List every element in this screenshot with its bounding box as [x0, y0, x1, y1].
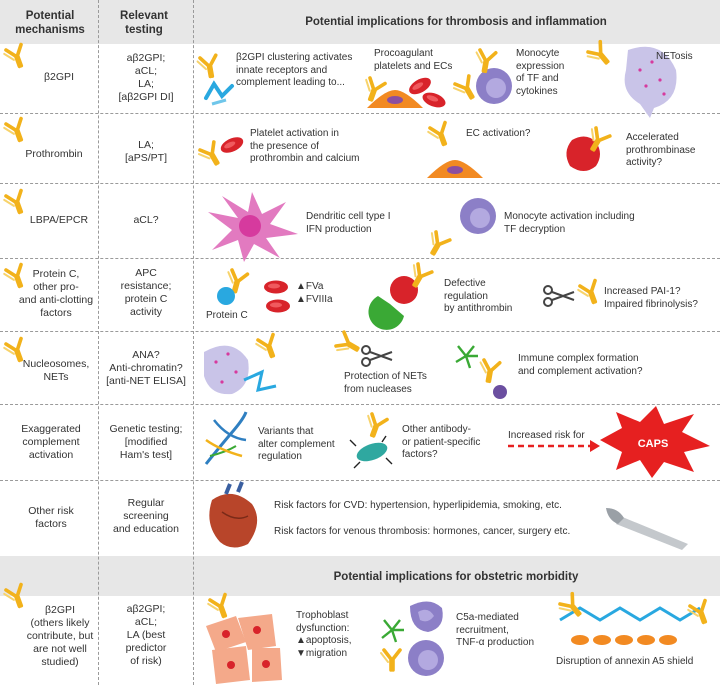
monocyte-icon [408, 640, 444, 676]
monocyte-icon [460, 198, 496, 234]
label-monocyte-tf: Monocyte expression of TF and cytokines [516, 48, 565, 97]
label-ec-activation: EC activation? [466, 128, 531, 139]
header-obstetric: Potential implications for obstetric morbidity [333, 571, 579, 583]
antibody-icon [362, 413, 387, 438]
antibody-icon [3, 45, 28, 70]
antibody-icon [3, 339, 28, 364]
heart-icon [209, 482, 257, 548]
testing-protein-c: APC resistance; protein C activity [120, 267, 172, 318]
label-procoagulant: Procoagulant platelets and ECs [374, 48, 453, 72]
label-dendritic-ifn: Dendritic cell type I IFN production [306, 211, 391, 235]
scissors-icon [544, 286, 574, 306]
antibody-icon [577, 281, 602, 306]
label-monocyte-activation: Monocyte activation including TF decryption [504, 211, 635, 235]
monocyte-icon [476, 68, 512, 104]
mechanism-obstetric-b2gpi: β2GPI (others likely contribute, but are not well studied) [26, 604, 94, 668]
label-immune-complex: Immune complex formation and complement activation? [518, 353, 643, 377]
testing-b2gpi: aβ2GPI; aCL; LA; [aβ2GPI DI] [118, 52, 174, 103]
antibody-icon [478, 359, 500, 382]
antibody-icon [3, 119, 28, 144]
label-trophoblast: Trophoblast dysfunction: ▲apoptosis, ▼migration [296, 610, 352, 659]
mechanism-b2gpi: β2GPI [44, 71, 74, 83]
header-thrombosis: Potential implications for thrombosis and inflammation [305, 16, 607, 28]
label-protein-c: Protein C [206, 310, 248, 321]
label-antithrombin: Defective regulation by antithrombin [444, 278, 513, 314]
mechanism-complement: Exaggerated complement activation [21, 423, 81, 461]
mechanism-protein-c: Protein C, other pro- and anti-clotting factors [18, 268, 94, 319]
mechanism-other-risk: Other risk factors [28, 505, 74, 530]
protein-c-icon [217, 287, 235, 305]
label-c5a: C5a-mediated recruitment, TNF-α production [456, 612, 535, 648]
label-netosis: NETosis [656, 51, 693, 62]
label-fibrinolysis: Increased PAI-1? Impaired fibrinolysis? [604, 286, 698, 310]
label-annexin: Disruption of annexin A5 shield [556, 656, 694, 667]
testing-nucleosomes: ANA? Anti-chromatin? [anti-NET ELISA] [106, 349, 186, 387]
label-other-antibody: Other antibody- or patient-specific factors? [402, 424, 481, 460]
immune-complex-icon [493, 385, 507, 399]
antibody-icon [197, 55, 219, 78]
mechanism-lbpa-epcr: LBPA/EPCR [29, 214, 89, 226]
endothelial-cell-icon [427, 160, 483, 178]
header-mechanisms: Potential mechanisms [15, 10, 85, 36]
label-cvd-risk: Risk factors for CVD: hypertension, hyperlipidemia, smoking, etc. [274, 500, 562, 511]
factor-va-icon [264, 281, 288, 294]
antibody-icon [207, 595, 232, 620]
complement-icon [456, 346, 478, 368]
label-prothrombinase: Accelerated prothrombinase activity? [626, 132, 696, 168]
testing-complement: Genetic testing; [modified Ham's test] [109, 423, 183, 461]
antibody-icon [381, 650, 400, 670]
testing-lbpa: aCL? [133, 214, 159, 226]
antibody-icon [3, 585, 28, 610]
neutrophil-icon [410, 601, 443, 632]
testing-other-risk: Regular screening and education [113, 497, 179, 535]
dna-icon [206, 412, 246, 464]
label-b2gpi-clustering: β2GPI clustering activates innate receptors and complement leading to... [236, 52, 353, 88]
trophoblast-icon [206, 614, 282, 684]
antibody-icon [197, 142, 223, 169]
net-icon [204, 346, 276, 395]
antibody-icon [452, 76, 478, 103]
antibody-icon [255, 335, 280, 360]
antibody-icon [335, 332, 362, 358]
testing-obstetric: aβ2GPI; aCL; LA (best predictor of risk) [125, 603, 167, 667]
complement-receptor-icon [206, 84, 232, 104]
label-venous-risk: Risk factors for venous thrombosis: hormones, cancer, surgery etc. [274, 526, 571, 537]
label-net-protection: Protection of NETs from nucleases [344, 371, 427, 395]
antibody-icon [3, 265, 28, 290]
label-platelet-activation: Platelet activation in the presence of prothrombin and calcium [250, 128, 360, 164]
label-factors: ▲FVa ▲FVIIIa [296, 281, 333, 305]
platelet-icon [421, 90, 448, 110]
scissors-icon [362, 346, 392, 366]
platelet-icon [218, 134, 245, 156]
testing-prothrombin: LA; [aPS/PT] [124, 139, 167, 164]
complement-icon [382, 620, 404, 642]
label-caps: CAPS [637, 438, 669, 450]
mechanism-nucleosomes: Nucleosomes, NETs [22, 358, 90, 383]
antithrombin-icon [368, 276, 418, 330]
header-testing: Relevant testing [120, 10, 168, 36]
factor-viiia-icon [266, 300, 290, 313]
label-variants: Variants that alter complement regulation [258, 426, 335, 462]
dendritic-cell-icon [208, 192, 298, 262]
mechanism-prothrombin: Prothrombin [25, 148, 83, 160]
antibody-icon [3, 191, 28, 216]
label-increased-risk: Increased risk for [508, 430, 585, 441]
antibody-icon [427, 123, 452, 148]
